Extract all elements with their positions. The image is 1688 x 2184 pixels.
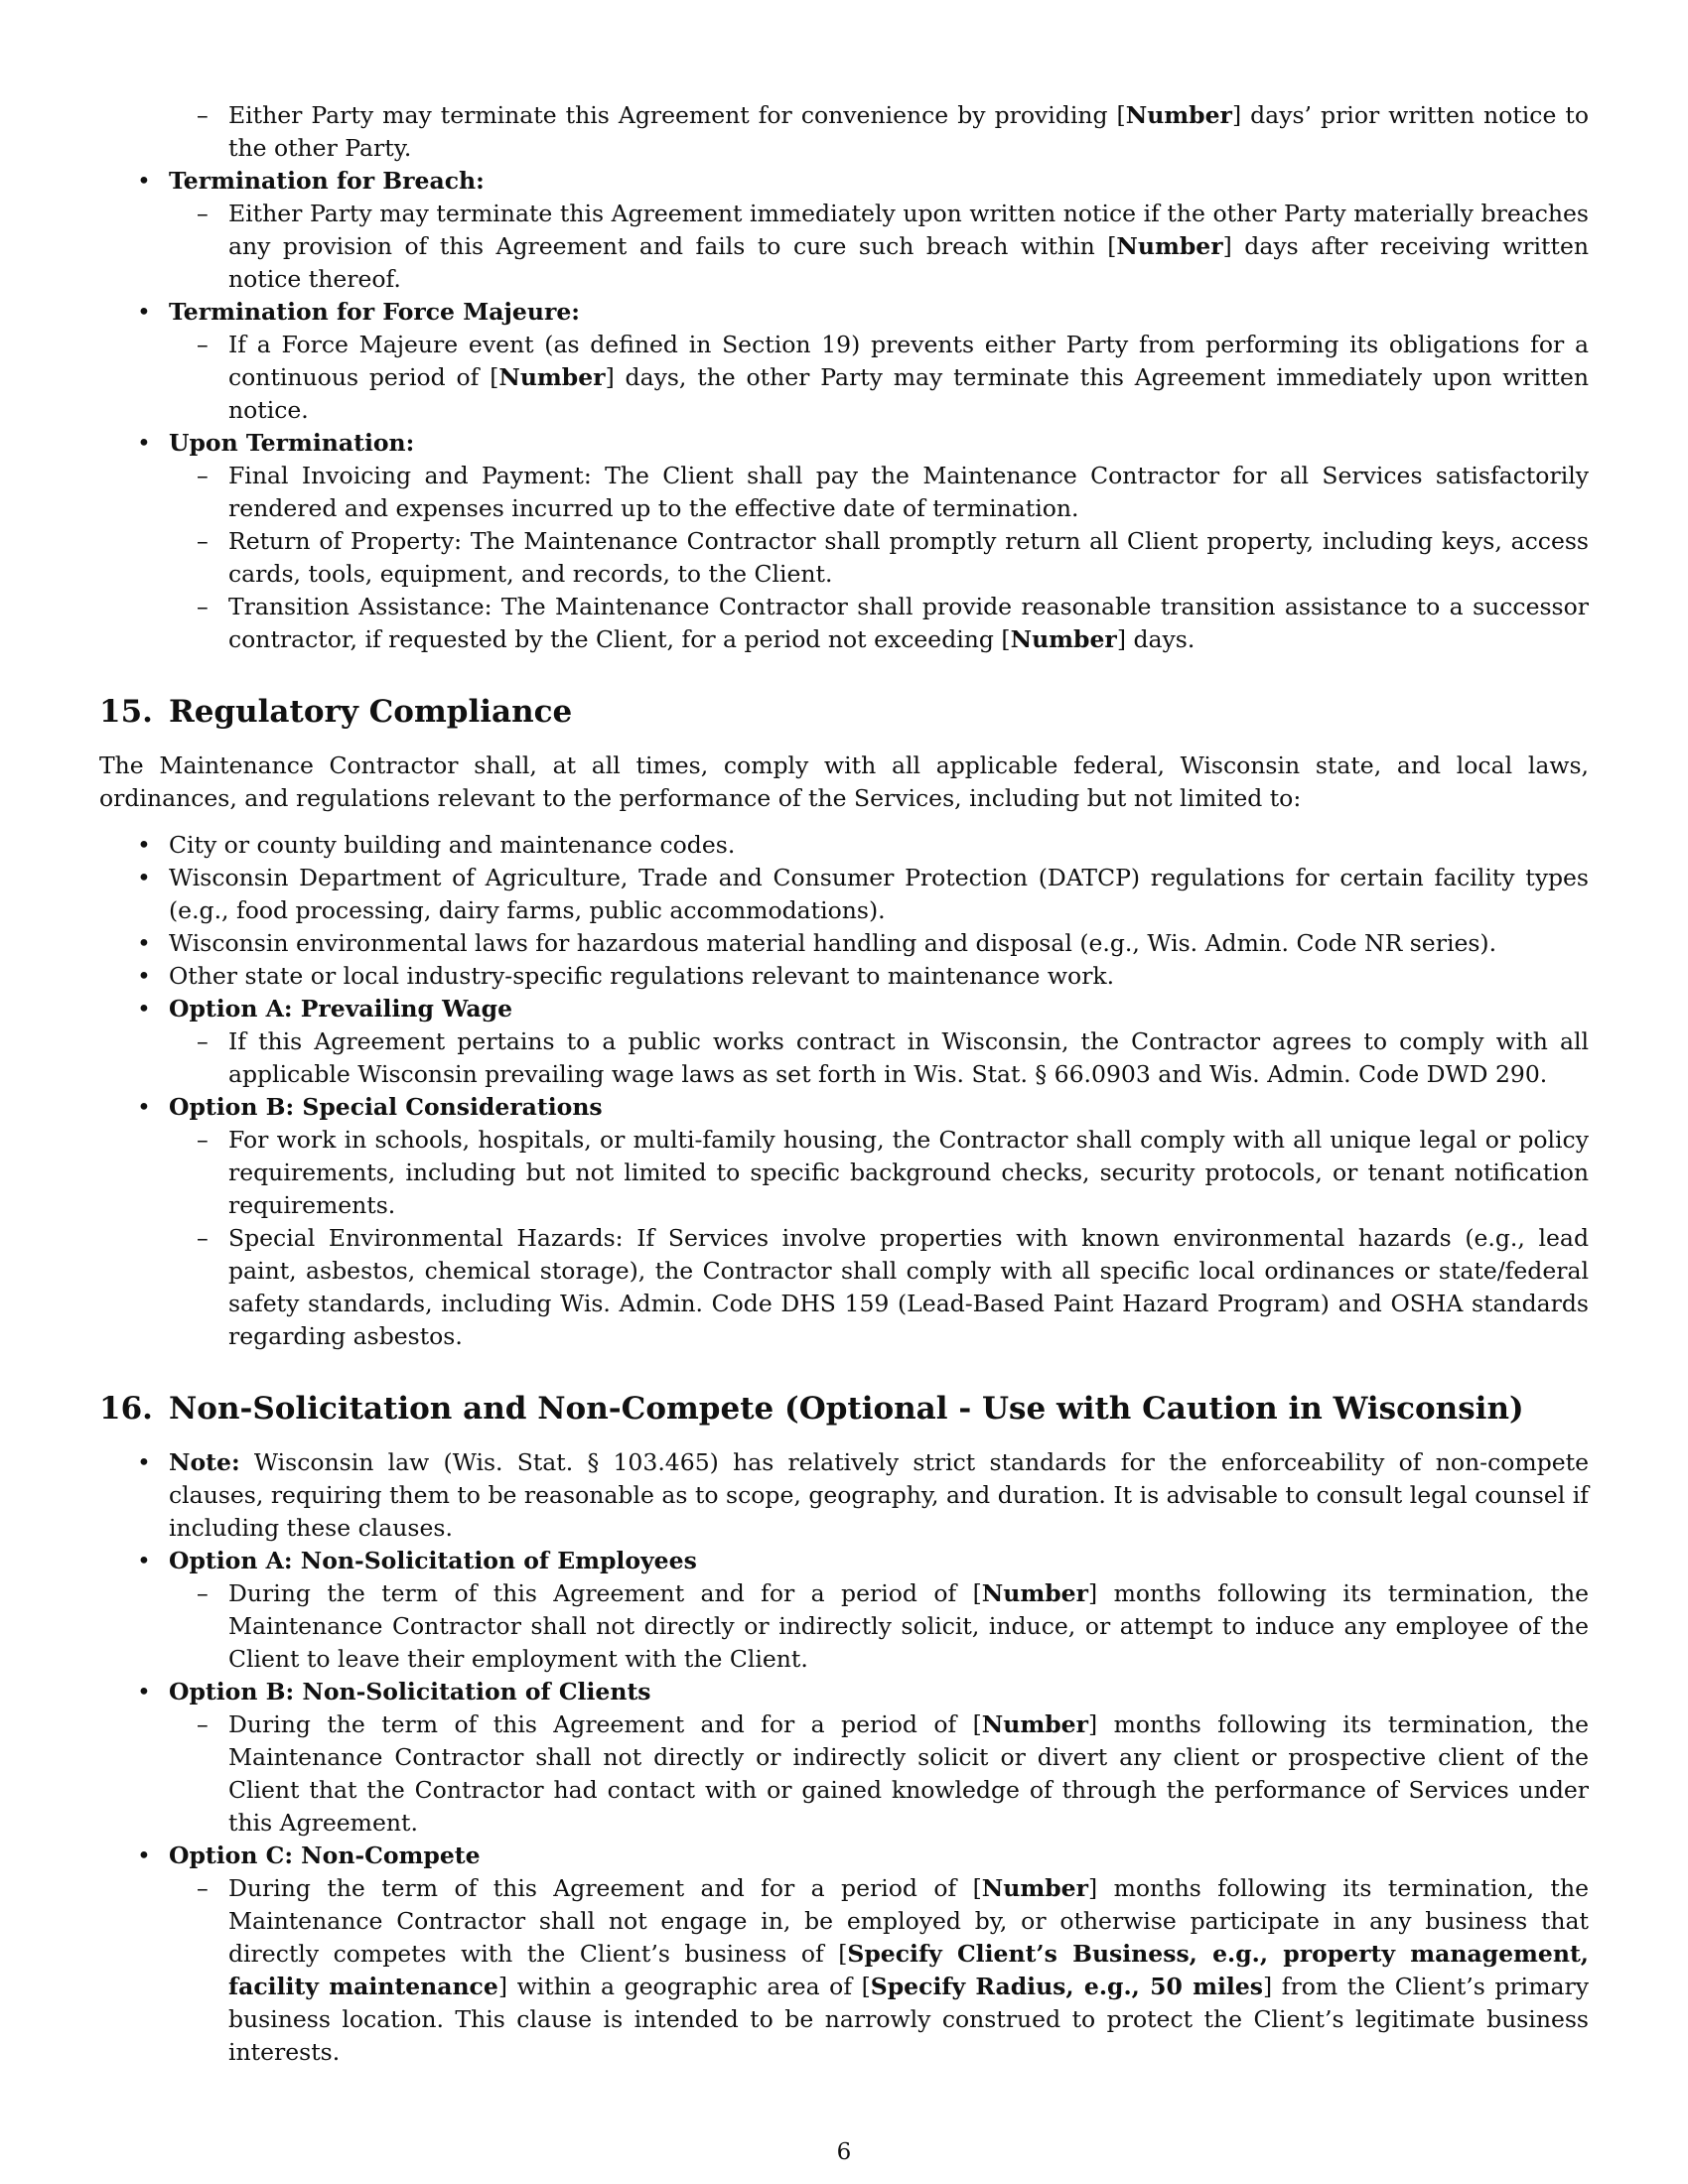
option-label: Option C: Non-Compete: [169, 1842, 481, 1869]
list-item: • City or county building and maintenance codes.: [137, 831, 736, 859]
note-text: Wisconsin law (Wis. Stat. § 103.465) has relatively strict standards for the enforceability of non-compete clauses, requiring them to be reasonable as to scope, geography, and duration. It is advisable to consult legal counsel if including these clauses.: [169, 1448, 1589, 1542]
list-item: • Termination for Force Majeure: – If a Force Majeure event (as defined in Section 19) prevents either Party from performing its obligations for a continuous period of [Number] days, the other Party may terminate this Agreement immediately upon written notice.: [99, 296, 1589, 427]
termination-breach-label: Termination for Breach:: [169, 167, 485, 195]
section-intro: The Maintenance Contractor shall, at all times, comply with all applicable federal, Wisconsin state, and local laws, ordinances, and regulations relevant to the performance of the Services, including but not limited to:: [99, 751, 1589, 812]
option-label: Option B: Non-Solicitation of Clients: [169, 1678, 651, 1706]
termination-force-text: If a Force Majeure event (as defined in Section 19) prevents either Party from performing its obligations for a continuous period of [Number] days, the other Party may terminate this Agreement immediately upon written notice.: [228, 331, 1589, 424]
list-item: – During the term of this Agreement and for a period of [Number] months following its termination, the Maintenance Contractor shall not directly or indirectly solicit, induce, or attempt to induce any employee of the Client to leave their employment with the Client.: [197, 1579, 1589, 1673]
section-heading: [99, 1389, 1589, 1429]
non-compete-list: [99, 1446, 1589, 2069]
section-title: Regulatory Compliance: [168, 694, 573, 730]
section-heading: [99, 692, 1589, 732]
upon-termination-item: Final Invoicing and Payment: The Client shall pay the Maintenance Contractor for all Services satisfactorily rendered and expenses incurred up to the effective date of termination.: [228, 462, 1589, 522]
document-page: [99, 99, 1589, 2069]
upon-termination-item: Transition Assistance: The Maintenance Contractor shall provide reasonable transition assistance to a successor contractor, if requested by the Client, for a period not exceeding [Number] days.: [228, 593, 1589, 653]
list-item: – For work in schools, hospitals, or multi-family housing, the Contractor shall comply with all unique legal or policy requirements, including but not limited to specific background checks, security protocols, or tenant notification requirements.: [197, 1126, 1589, 1219]
list-item: • Option B: Special Considerations – For work in schools, hospitals, or multi-family housing, the Contractor shall comply with all unique legal or policy requirements, including but not limited to specific background checks, security protocols, or tenant notification requirements. – Special Environmental Hazards: If Services involve properties with known environmental hazards (e.g., lead paint, asbestos, chemical storage), the Contractor shall comply with all specific local ordinances or state/federal safety standards, including Wis. Admin. Code DHS 159 (Lead-Based Paint Hazard Program) and OSHA standards regarding asbestos.: [99, 1091, 1589, 1353]
section-number: 16.: [99, 1391, 153, 1427]
list-item: • Option B: Non-Solicitation of Clients – During the term of this Agreement and for a period of [Number] months following its termination, the Maintenance Contractor shall not directly or indirectly solicit or divert any client or prospective client of the Client that the Contractor had contact with or gained knowledge of through the performance of Services under this Agreement.: [99, 1676, 1589, 1840]
list-item: – If a Force Majeure event (as defined in Section 19) prevents either Party from performing its obligations for a continuous period of [Number] days, the other Party may terminate this Agreement immediately upon written notice.: [197, 331, 1589, 424]
termination-breach-text: Either Party may terminate this Agreement immediately upon written notice if the other Party materially breaches any provision of this Agreement and fails to cure such breach within [Number] days after receiving written notice thereof.: [228, 200, 1589, 293]
list-item: • Termination for Breach: – Either Party may terminate this Agreement immediately upon written notice if the other Party materially breaches any provision of this Agreement and fails to cure such breach within [Number] days after receiving written notice thereof.: [99, 165, 1589, 296]
list-item: – Either Party may terminate this Agreement immediately upon written notice if the other Party materially breaches any provision of this Agreement and fails to cure such breach within [Number] days after receiving written notice thereof.: [197, 200, 1589, 293]
option-label: Option A: Non-Solicitation of Employees: [169, 1547, 697, 1574]
list-item: • Upon Termination: – Final Invoicing and Payment: The Client shall pay the Maintenance Contractor for all Services satisfactorily rendered and expenses incurred up to the effective date of termination. – Return of Property: The Maintenance Contractor shall promptly return all Client property, including keys, access cards, tools, equipment, and records, to the Client. – Transition Assistance: The Maintenance Contractor shall provide reasonable transition assistance to a successor contractor, if requested by the Client, for a period not exceeding [Number] days.: [99, 427, 1589, 656]
page-number: 6: [836, 2139, 852, 2165]
termination-force-label: Termination for Force Majeure:: [169, 298, 580, 326]
list-item: • Option A: Non-Solicitation of Employees – During the term of this Agreement and for a period of [Number] months following its termination, the Maintenance Contractor shall not directly or indirectly solicit, induce, or attempt to induce any employee of the Client to leave their employment with the Client.: [99, 1545, 1589, 1676]
list-item: • Wisconsin Department of Agriculture, Trade and Consumer Protection (DATCP) regulations for certain facility types (e.g., food processing, dairy farms, public accommodations).: [137, 864, 1589, 924]
list-item: – Special Environmental Hazards: If Services involve properties with known environmental hazards (e.g., lead paint, asbestos, chemical storage), the Contractor shall comply with all specific local ordinances or state/federal safety standards, including Wis. Admin. Code DHS 159 (Lead-Based Paint Hazard Program) and OSHA standards regarding asbestos.: [197, 1224, 1589, 1350]
list-item: • Wisconsin environmental laws for hazardous material handling and disposal (e.g., Wis. Admin. Code NR series).: [137, 929, 1497, 957]
termination-convenience-list: [99, 99, 1589, 165]
section-title: Non-Solicitation and Non-Compete (Optional - Use with Caution in Wisconsin): [168, 1391, 1524, 1427]
option-label: Option B: Special Considerations: [169, 1093, 603, 1121]
section-number: 15.: [99, 694, 153, 730]
termination-list: [99, 165, 1589, 656]
list-item: – Return of Property: The Maintenance Contractor shall promptly return all Client property, including keys, access cards, tools, equipment, and records, to the Client.: [197, 527, 1589, 588]
list-item: • Note: Wisconsin law (Wis. Stat. § 103.465) has relatively strict standards for the enforceability of non-compete clauses, requiring them to be reasonable as to scope, geography, and duration. It is advisable to consult legal counsel if including these clauses.: [137, 1448, 1589, 1542]
list-item: • Option C: Non-Compete – During the term of this Agreement and for a period of [Number] months following its termination, the Maintenance Contractor shall not engage in, be employed by, or otherwise participate in any business that directly competes with the Client’s business of [Specify Client’s Business, e.g., property management, facility maintenance] within a geographic area of [Specify Radius, e.g., 50 miles] from the Client’s primary business location. This clause is intended to be narrowly construed to protect the Client’s legitimate business interests.: [99, 1840, 1589, 2069]
list-item: – If this Agreement pertains to a public works contract in Wisconsin, the Contractor agrees to comply with all applicable Wisconsin prevailing wage laws as set forth in Wis. Stat. § 66.0903 and Wis. Admin. Code DWD 290.: [197, 1027, 1589, 1088]
upon-termination-item: Return of Property: The Maintenance Contractor shall promptly return all Client property, including keys, access cards, tools, equipment, and records, to the Client.: [228, 527, 1589, 588]
list-item: – During the term of this Agreement and for a period of [Number] months following its termination, the Maintenance Contractor shall not directly or indirectly solicit or divert any client or prospective client of the Client that the Contractor had contact with or gained knowledge of through the performance of Services under this Agreement.: [197, 1710, 1589, 1837]
termination-convenience-text: Either Party may terminate this Agreement for convenience by providing [Number] days’ prior written notice to the other Party.: [228, 101, 1589, 162]
list-item: – Transition Assistance: The Maintenance Contractor shall provide reasonable transition assistance to a successor contractor, if requested by the Client, for a period not exceeding [Number] days.: [197, 593, 1589, 653]
option-label: Option A: Prevailing Wage: [169, 995, 513, 1023]
list-item: • Option A: Prevailing Wage – If this Agreement pertains to a public works contract in Wisconsin, the Contractor agrees to comply with all applicable Wisconsin prevailing wage laws as set forth in Wis. Stat. § 66.0903 and Wis. Admin. Code DWD 290.: [99, 993, 1589, 1091]
list-item: – During the term of this Agreement and for a period of [Number] months following its termination, the Maintenance Contractor shall not engage in, be employed by, or otherwise participate in any business that directly competes with the Client’s business of [Specify Client’s Business, e.g., property management, facility maintenance] within a geographic area of [Specify Radius, e.g., 50 miles] from the Client’s primary business location. This clause is intended to be narrowly construed to protect the Client’s legitimate business interests.: [197, 1874, 1589, 2066]
compliance-list: [99, 829, 1589, 1353]
list-item: – Either Party may terminate this Agreement for convenience by providing [Number] days’ prior written notice to the other Party.: [197, 101, 1589, 162]
upon-termination-label: Upon Termination:: [169, 429, 415, 457]
list-item: – Final Invoicing and Payment: The Client shall pay the Maintenance Contractor for all Services satisfactorily rendered and expenses incurred up to the effective date of termination.: [197, 462, 1589, 522]
note-label: Note:: [169, 1448, 240, 1476]
list-item: • Other state or local industry-specific regulations relevant to maintenance work.: [137, 962, 1115, 990]
